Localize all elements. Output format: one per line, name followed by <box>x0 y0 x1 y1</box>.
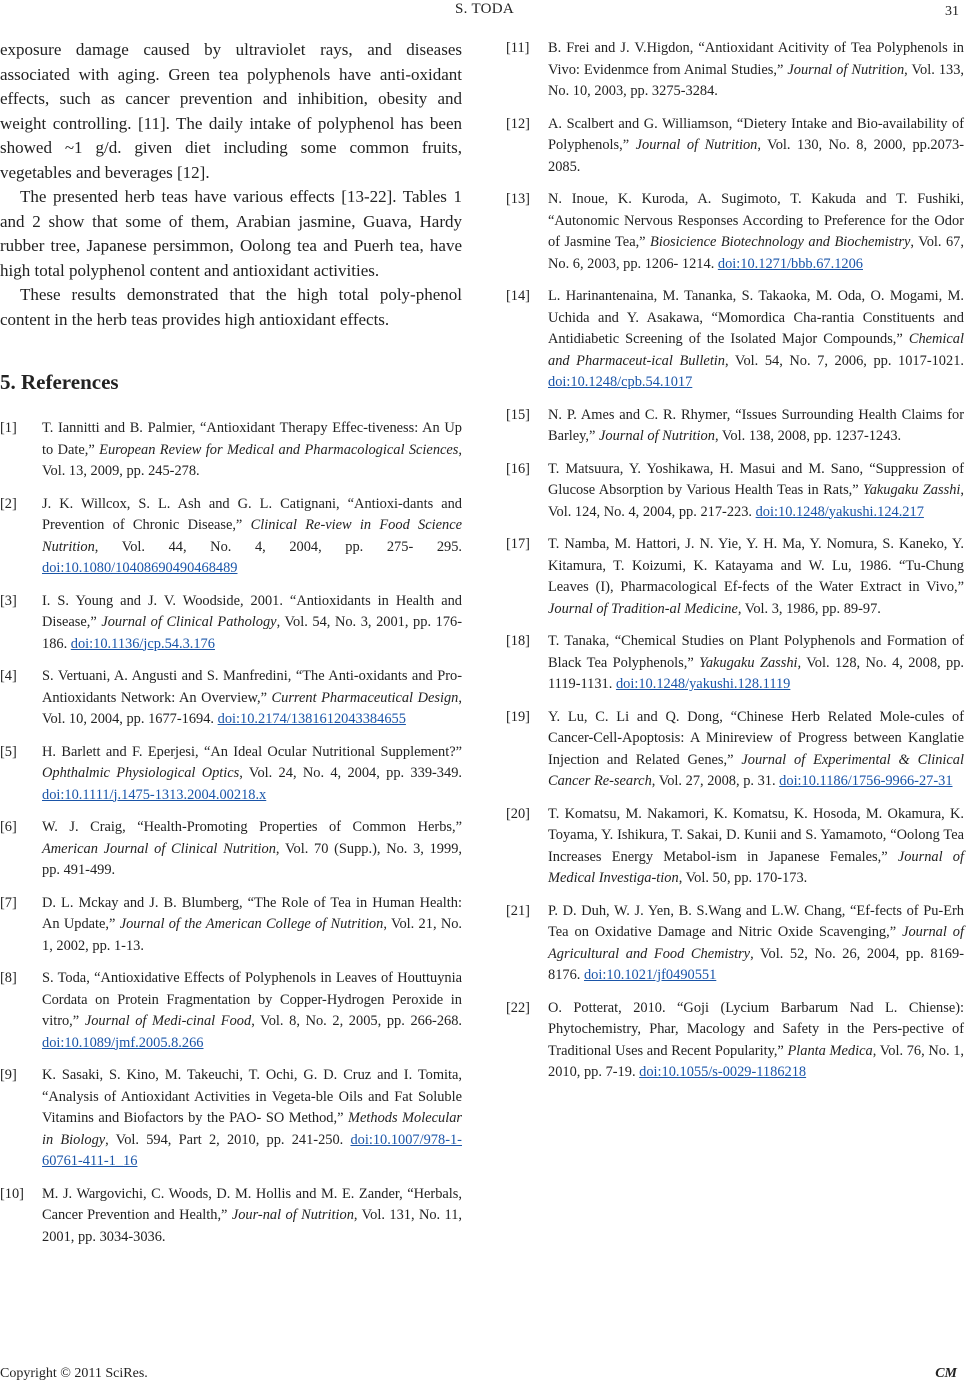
reference-number: [19] <box>506 708 530 725</box>
reference-details: Vol. 128, No. 4, 2008, pp. 1119-1131. <box>548 654 964 692</box>
reference-item <box>506 901 964 987</box>
reference-details: , Vol. 594, Part 2, 2010, pp. 241-250. <box>105 1131 351 1148</box>
reference-text: W. J. Craig, “Health-Promoting Properties of Common Herbs,” <box>42 819 462 835</box>
reference-details: , Vol. 13, 2009, pp. 245-278. <box>42 441 462 479</box>
reference-item <box>0 1184 462 1249</box>
doi-link[interactable]: doi:10.2174/1381612043384655 <box>217 711 406 727</box>
reference-journal: Jour-nal of Nutrition <box>231 1207 354 1223</box>
reference-journal: Biosicience Biotechnology and Biochemistry <box>650 234 911 250</box>
reference-number: [14] <box>506 288 530 304</box>
reference-item <box>506 405 964 448</box>
reference-item <box>0 418 462 483</box>
reference-item <box>506 189 964 275</box>
reference-text: O. Potterat, 2010. “Goji (Lycium Barbarum Nad L. Chiense): Phytochemistry, Phar, Macology and Safety in the Pers-pective of Traditional Uses and Recent Popularity,” <box>548 999 964 1059</box>
copyright-notice: Copyright © 2011 SciRes. <box>0 1366 148 1381</box>
reference-text: T. Namba, M. Hattori, J. N. Yie, Y. H. Ma, Y. Nomura, S. Kaneko, Y. Kitamura, T. Koizumi, K. Katayama and W. Lu, 1986. “Tu-Chung Leaves (I), Pharmacological Ef-fects of the Water Extract in Vivo,” <box>548 536 964 595</box>
reference-journal: Planta Medica <box>787 1042 873 1059</box>
reference-number: [2] <box>0 495 17 512</box>
reference-item <box>0 742 462 807</box>
reference-journal: European Review for Medical and Pharmacological Sciences <box>99 441 459 458</box>
reference-details: , Vol. 131, No. 11, 2001, pp. 3034-3036. <box>42 1207 463 1245</box>
reference-details: , Vol. 138, 2008, pp. 1237-1243. <box>714 428 902 444</box>
reference-details: , Vol. 76, No. 1, 2010, pp. 7-19. <box>548 1042 965 1080</box>
doi-link[interactable]: doi:10.1089/jmf.2005.8.266 <box>42 1034 204 1051</box>
reference-item <box>506 707 964 793</box>
doi-link[interactable]: doi:10.1111/j.1475-1313.2004.00218.x <box>42 786 267 803</box>
reference-number: [12] <box>506 115 530 132</box>
reference-journal: Journal of Nutrition <box>787 61 905 78</box>
doi-link[interactable]: doi:10.1080/10408690490468489 <box>42 560 238 576</box>
reference-number: [18] <box>506 633 530 649</box>
reference-details: , Vol. 54, No. 3, 2001, pp. 176-186. <box>42 614 463 652</box>
doi-link[interactable]: doi:10.1055/s-0029-1186218 <box>639 1064 807 1080</box>
reference-journal: Chemical and Pharmaceut-ical Bulletin <box>548 331 964 369</box>
reference-item <box>0 494 462 580</box>
reference-details: , Vol. 67, No. 6, 2003, pp. 1206- 1214. <box>548 234 964 272</box>
reference-number: [4] <box>0 668 17 684</box>
reference-details: , Vol. 8, No. 2, 2005, pp. 266-268. <box>251 1013 463 1029</box>
doi-link[interactable]: doi:10.1271/bbb.67.1206 <box>717 255 863 272</box>
reference-item <box>506 38 964 103</box>
reference-text: M. J. Wargovichi, C. Woods, D. M. Hollis and M. E. Zander, “Herbals, Cancer Prevention and Health,” <box>42 1185 462 1223</box>
reference-text: T. Iannitti and B. Palmier, “Antioxidant Therapy Effec-tiveness: An Up to Date,” <box>42 420 462 458</box>
reference-item <box>0 893 462 958</box>
reference-journal: Yakugaku Zasshi <box>863 482 961 498</box>
reference-list-right <box>506 38 964 1084</box>
running-head-author: S. TODA <box>454 1 515 17</box>
doi-link[interactable]: doi:10.1248/yakushi.128.1119 <box>615 676 791 692</box>
reference-journal: Methods Molecular in Biology <box>42 1110 463 1148</box>
reference-details: , Vol. 27, 2008, p. 31. <box>651 773 780 789</box>
reference-item <box>506 631 964 696</box>
reference-details: , Vol. 130, No. 8, 2000, pp.2073-2085. <box>548 137 964 175</box>
reference-details: , Vol. 52, No. 26, 2004, pp. 8169-8176. <box>548 945 964 983</box>
reference-journal: Journal of Medi-cinal Food <box>84 1013 252 1029</box>
reference-number: [8] <box>0 970 17 986</box>
reference-text: N. Inoue, K. Kuroda, A. Sugimoto, T. Kakuda and T. Fushiki, “Autonomic Nervous Responses According to Preference for the Odor of Jasmine Tea,” <box>548 191 964 250</box>
reference-text: T. Tanaka, “Chemical Studies on Plant Polyphenols and Formation of Black Tea Polyphenols,” <box>548 633 964 671</box>
reference-details: , Vol. 54, No. 7, 2006, pp. 1017-1021. <box>725 352 964 369</box>
reference-number: [7] <box>0 894 17 911</box>
reference-text: L. Harinantenaina, M. Tananka, S. Takaoka, M. Oda, O. Mogami, M. Uchida and Y. Asakawa, “Momordica Cha-rantia Constituents and Antidiabetic Screening of the Isolated Major Compounds,” <box>548 288 964 347</box>
journal-abbreviation: CM <box>935 1366 957 1381</box>
reference-journal: Journal of Medical Investiga-tion <box>548 848 965 886</box>
reference-details: , Vol. 21, No. 1, 2002, pp. 1-13. <box>42 916 463 954</box>
reference-details: , Vol. 3, 1986, pp. 89-97. <box>737 600 881 617</box>
reference-item <box>506 459 964 524</box>
reference-number: [6] <box>0 819 17 835</box>
reference-journal: Current Pharmaceutical Design <box>271 689 459 706</box>
reference-item <box>506 998 964 1084</box>
reference-text: I. S. Young and J. V. Woodside, 2001. “Antioxidants in Health and Disease,” <box>42 592 462 630</box>
reference-item <box>0 666 462 731</box>
reference-number: [9] <box>0 1067 17 1083</box>
reference-text: A. Scalbert and G. Williamson, “Dietery Intake and Bio-availability of Polyphenols,” <box>548 115 964 153</box>
reference-item <box>506 804 964 890</box>
reference-item <box>506 286 964 394</box>
reference-journal: Journal of Clinical Pathology <box>101 614 277 630</box>
section-title: 5. References <box>0 370 119 394</box>
reference-details: , Vol. 10, 2004, pp. 1677-1694. <box>42 689 462 727</box>
body-paragraph: The presented herb teas have various effects [13-22]. Tables 1 and 2 show that some of them, Arabian jasmine, Guava, Hardy rubber tree, Japanese persimmon, Oolong tea and Puerh tea, have high total polyphenol content and antioxidant activities. <box>0 187 462 280</box>
page-header <box>0 0 969 22</box>
reference-number: [10] <box>0 1185 24 1202</box>
reference-number: [21] <box>506 902 530 919</box>
reference-details: , Vol. 44, No. 4, 2004, pp. 275- 295. <box>94 538 462 555</box>
reference-journal: Journal of Nutrition <box>635 137 758 153</box>
doi-link[interactable]: doi:10.1248/yakushi.124.217 <box>755 503 924 520</box>
reference-text: K. Sasaki, S. Kino, M. Takeuchi, T. Ochi, G. D. Cruz and I. Tomita, “Analysis of Antioxidant Activities in Vegeta-ble Oils and Fat Soluble Vitamins and Biofactors by the PAO- SO Method,” <box>42 1067 462 1126</box>
right-column <box>506 38 964 1095</box>
reference-text: N. P. Ames and C. R. Rhymer, “Issues Surrounding Health Claims for Barley,” <box>548 406 964 444</box>
reference-number: [11] <box>506 40 530 56</box>
reference-journal: Ophthalmic Physiological Optics <box>42 765 240 781</box>
reference-item <box>0 817 462 882</box>
reference-text: J. K. Willcox, S. L. Ash and G. L. Catignani, “Antioxi-dants and Prevention of Chronic Disease,” <box>42 495 462 533</box>
doi-link[interactable]: doi:10.1136/jcp.54.3.176 <box>70 635 215 652</box>
reference-journal: Clinical Re-view in Food Science Nutrition <box>42 517 462 555</box>
doi-link[interactable]: doi:10.1007/978-1-60761-411-1_16 <box>42 1131 462 1169</box>
reference-details: , Vol. 50, pp. 170-173. <box>678 870 808 886</box>
doi-link[interactable]: doi:10.1021/jf0490551 <box>583 967 717 983</box>
reference-item <box>0 1065 462 1173</box>
doi-link[interactable]: doi:10.1186/1756-9966-27-31 <box>779 773 953 789</box>
reference-number: [3] <box>0 592 17 609</box>
reference-journal: American Journal of Clinical Nutrition <box>42 840 276 857</box>
reference-number: [5] <box>0 743 17 760</box>
reference-number: [13] <box>506 191 530 207</box>
reference-text: T. Komatsu, M. Nakamori, K. Komatsu, K. Hosoda, M. Okamura, K. Toyama, Y. Ishikura, T. Sakai, D. Kunii and S. Yamamoto, “Oolong Tea Increases Energy Metabol-ism in Japanese Females,” <box>548 805 964 865</box>
page-number: 31 <box>945 4 959 19</box>
reference-text: T. Matsuura, Y. Yoshikawa, H. Masui and M. Sano, “Suppression of Glucose Absorption by Various Health Teas in Rats,” <box>548 460 964 498</box>
reference-item <box>506 114 964 179</box>
reference-text: P. D. Duh, W. J. Yen, B. S.Wang and L.W. Chang, “Ef-fects of Pu-Erh Tea on Oxidative Damage and Nitric Oxide Scavenging,” <box>548 902 964 940</box>
reference-number: [20] <box>506 805 530 822</box>
reference-details: , Vol. 124, No. 4, 2004, pp. 217-223. <box>548 482 964 520</box>
reference-journal: Journal of Tradition-al Medicine <box>548 600 738 617</box>
reference-item <box>0 968 462 1054</box>
reference-text: H. Barlett and F. Eperjesi, “An Ideal Ocular Nutritional Supplement?” <box>42 743 462 760</box>
reference-details: , Vol. 24, No. 4, 2004, pp. 339-349. <box>239 765 462 781</box>
reference-text: Y. Lu, C. Li and Q. Dong, “Chinese Herb Related Mole-cules of Cancer-Cell-Apoptosis: A Minireview of Progress between Kanglatie Injection and Related Genes,” <box>548 708 964 768</box>
reference-journal: Journal of Nutrition <box>599 428 715 444</box>
reference-item <box>0 591 462 656</box>
reference-number: [15] <box>506 406 530 423</box>
reference-number: [22] <box>506 999 530 1016</box>
reference-journal: Journal of the American College of Nutrition <box>119 916 384 932</box>
reference-number: [1] <box>0 420 17 436</box>
reference-journal: Journal of Experimental & Clinical Cancer Re-search <box>548 751 964 789</box>
body-paragraph: exposure damage caused by ultraviolet rays, and diseases associated with aging. Green tea polyphenols have anti-oxidant effects, such as cancer prevention and inhibition, obesity and weight controlling. [11]. The daily intake of polyphenol has been showed ~1 g/d. given diet including some common fruits, vegetables and beverages [12]. <box>0 40 462 182</box>
reference-details: , Vol. 133, No. 10, 2003, pp. 3275-3284. <box>548 61 965 99</box>
reference-details: , Vol. 70 (Supp.), No. 3, 1999, pp. 491-499. <box>42 840 462 878</box>
reference-journal: Journal of Agricultural and Food Chemistry <box>548 924 964 962</box>
reference-number: [17] <box>506 536 530 552</box>
reference-item <box>506 534 964 620</box>
body-paragraph: These results demonstrated that the high total poly-phenol content in the herb teas provides high antioxidant effects. <box>0 285 462 329</box>
reference-text: S. Vertuani, A. Angusti and S. Manfredini, “The Anti-oxidants and Pro-Antioxidants Network: An Overview,” <box>42 668 462 706</box>
reference-text: D. L. Mckay and J. B. Blumberg, “The Role of Tea in Human Health: An Update,” <box>42 894 462 932</box>
reference-list-left <box>0 418 462 1248</box>
reference-number: [16] <box>506 460 530 477</box>
reference-text: S. Toda, “Antioxidative Effects of Polyphenols in Leaves of Houttuynia Cordata on Protein Fragmentation by Copper-Hydrogen Peroxide in vitro,” <box>42 970 462 1029</box>
doi-link[interactable]: doi:10.1248/cpb.54.1017 <box>548 374 693 390</box>
reference-journal: Yakugaku Zasshi, <box>699 654 802 671</box>
left-column <box>0 38 462 1259</box>
reference-text: B. Frei and J. V.Higdon, “Antioxidant Acitivity of Tea Polyphenols in Vivo: Evidenmce from Animal Studies,” <box>548 40 964 78</box>
